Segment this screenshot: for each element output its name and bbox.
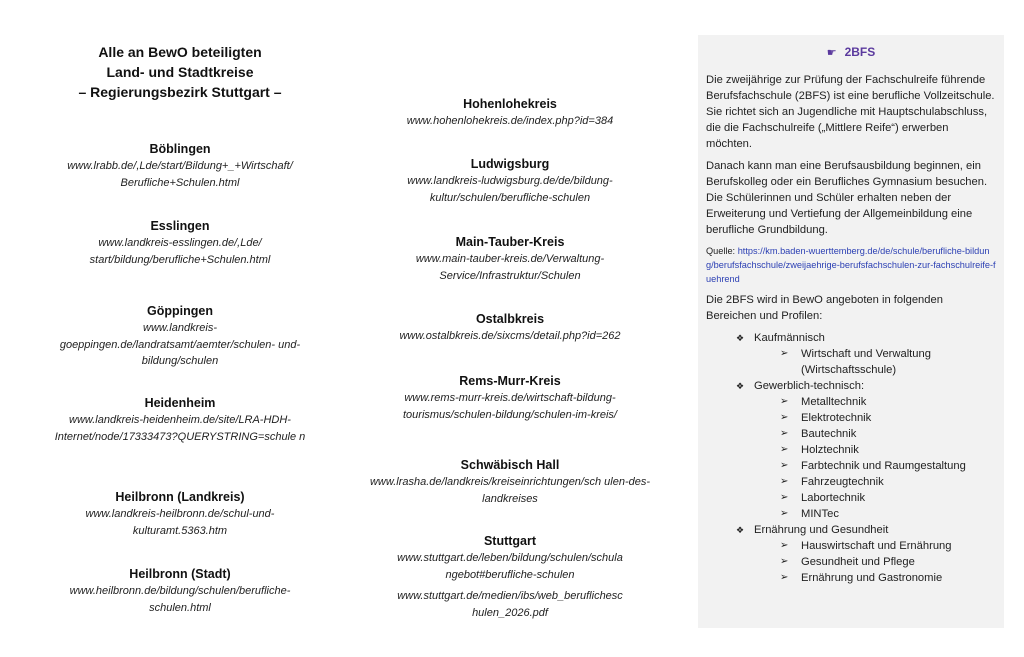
district-entry — [360, 456, 660, 507]
arrow-bullet-icon: ➢ — [780, 348, 789, 359]
district-entry — [360, 95, 660, 130]
profile-item — [754, 458, 996, 474]
profile-item — [754, 394, 996, 410]
district-url[interactable]: www.landkreis-heidenheim.de/site/LRA-HDH- Internet/node/17333473?QUERYSTRING=schule n — [54, 414, 306, 443]
district-name: Ludwigsburg — [470, 157, 550, 171]
district-url[interactable]: www.landkreis-ludwigsburg.de/de/bildung- kultur/schulen/berufliche-schulen — [407, 175, 613, 204]
profile-item — [754, 410, 996, 426]
district-url[interactable]: www.rems-murr-kreis.de/wirtschaft-bildung- tourismus/schulen-bildung/schulen-im-kreis/ — [403, 392, 617, 421]
district-url[interactable]: www.ostalbkreis.de/sixcms/detail.php?id=262 — [399, 330, 621, 342]
arrow-bullet-icon: ➢ — [780, 412, 789, 423]
profile-label: Wirtschaft und Verwaltung (Wirtschaftsschule) — [801, 348, 931, 376]
district-url[interactable]: www.heilbronn.de/bildung/schulen/berufliche- schulen.html — [69, 585, 291, 614]
profile-label: Fahrzeugtechnik — [801, 476, 884, 488]
arrow-bullet-icon: ➢ — [780, 572, 789, 583]
title-line: Land- und Stadtkreise — [106, 64, 254, 80]
district-url[interactable]: www.landkreis-esslingen.de/,Lde/ start/bildung/berufliche+Schulen.html — [89, 237, 271, 266]
district-url[interactable]: www.hohenlohekreis.de/index.php?id=384 — [406, 115, 614, 127]
district-name: Göppingen — [147, 304, 213, 318]
district-entry — [30, 302, 330, 370]
district-name: Heilbronn (Landkreis) — [115, 490, 245, 504]
district-url[interactable]: www.main-tauber-kreis.de/Verwaltung- Service/Infrastruktur/Schulen — [415, 253, 605, 282]
arrow-bullet-icon: ➢ — [780, 492, 789, 503]
arrow-bullet-icon: ➢ — [780, 460, 789, 471]
district-name: Ostalbkreis — [475, 312, 545, 326]
district-name: Rems-Murr-Kreis — [459, 374, 561, 388]
profile-item — [754, 474, 996, 490]
district-name: Hohenlohekreis — [463, 97, 557, 111]
middle-column — [360, 0, 660, 657]
pointing-hand-icon: ☛ — [826, 47, 837, 59]
profile-label: MINTec — [801, 508, 839, 520]
district-name: Heidenheim — [144, 396, 216, 410]
description-paragraph: Die zweijährige zur Prüfung der Fachschulreife führende Berufsfachschule (2BFS) ist eine berufliche Vollzeitschule. Sie richtet sich an Jugendliche mit Hauptschulabschluss, die die Fachschulreife („Mittlere Reife“) erwerben möchten. — [706, 74, 995, 150]
district-name: Main-Tauber-Kreis — [455, 235, 565, 249]
arrow-bullet-icon: ➢ — [780, 428, 789, 439]
profile-item — [754, 554, 996, 570]
district-name: Schwäbisch Hall — [460, 458, 560, 472]
district-name: Heilbronn (Stadt) — [129, 567, 231, 581]
area-item — [706, 522, 996, 586]
document-title — [30, 42, 330, 102]
district-entry — [30, 565, 330, 616]
arrow-bullet-icon: ➢ — [780, 396, 789, 407]
offer-intro: Die 2BFS wird in BewO angeboten in folgenden Bereichen und Profilen: — [706, 294, 943, 322]
district-entry — [30, 217, 330, 268]
district-entry — [30, 394, 330, 445]
source-label: Quelle: — [706, 246, 736, 256]
district-url[interactable]: www.landkreis- goeppingen.de/landratsamt/aemter/schulen- und-bildung/schulen — [59, 322, 301, 367]
description-paragraph: Danach kann man eine Berufsausbildung beginnen, ein Berufskolleg oder ein Berufliches Gymnasium besuchen. Die Schülerinnen und Schüler erhalten neben der Erweiterung und Vertiefung der Allgemeinbildung eine berufliche Grundbildung. — [706, 160, 988, 236]
profile-item — [754, 442, 996, 458]
district-url[interactable]: www.landkreis-heilbronn.de/schul-und- kulturamt.5363.htm — [85, 508, 275, 537]
district-entry — [30, 140, 330, 191]
area-list — [706, 330, 996, 586]
profile-item — [754, 570, 996, 586]
profile-label: Labortechnik — [801, 492, 866, 504]
profile-list — [754, 346, 996, 378]
profile-list — [754, 538, 996, 586]
info-panel-2bfs — [698, 35, 1004, 628]
profile-label: Elektrotechnik — [801, 412, 872, 424]
left-column — [30, 42, 330, 642]
district-url[interactable]: www.stuttgart.de/leben/bildung/schulen/schula ngebot#berufliche-schulen — [397, 552, 623, 581]
profile-label: Bautechnik — [801, 428, 857, 440]
source-link[interactable]: https://km.baden-wuerttemberg.de/de/schule/berufliche-bildung/berufsfachschule/zweijaehrige-berufsfachschulen-zur-fachschulreife-fuehrend — [706, 246, 996, 284]
district-name: Esslingen — [150, 219, 210, 233]
diamond-bullet-icon: ❖ — [736, 525, 745, 535]
arrow-bullet-icon: ➢ — [780, 444, 789, 455]
district-name: Böblingen — [149, 142, 211, 156]
district-url[interactable]: www.lrabb.de/,Lde/start/Bildung+_+Wirtschaft/ Berufliche+Schulen.html — [67, 160, 293, 189]
profile-item — [754, 346, 996, 378]
title-line: – Regierungsbezirk Stuttgart – — [78, 84, 282, 100]
profile-label: Holztechnik — [801, 444, 859, 456]
profile-label: Farbtechnik und Raumgestaltung — [801, 460, 966, 472]
title-line: Alle an BewO beteiligten — [98, 44, 262, 60]
district-url[interactable]: www.lrasha.de/landkreis/kreiseinrichtungen/sch ulen-des-landkreises — [369, 476, 651, 505]
district-name: Stuttgart — [483, 534, 537, 548]
district-url[interactable]: www.stuttgart.de/medien/ibs/web_beruflichesc hulen_2026.pdf — [397, 590, 623, 619]
diamond-bullet-icon: ❖ — [736, 333, 745, 343]
area-item — [706, 378, 996, 522]
profile-label: Ernährung und Gastronomie — [801, 572, 943, 584]
arrow-bullet-icon: ➢ — [780, 556, 789, 567]
district-entry — [360, 155, 660, 206]
arrow-bullet-icon: ➢ — [780, 476, 789, 487]
district-entry — [360, 310, 660, 345]
district-entry — [30, 488, 330, 539]
diamond-bullet-icon: ❖ — [736, 381, 745, 391]
profile-label: Hauswirtschaft und Ernährung — [801, 540, 952, 552]
profile-item — [754, 426, 996, 442]
arrow-bullet-icon: ➢ — [780, 540, 789, 551]
area-item — [706, 330, 996, 378]
profile-item — [754, 538, 996, 554]
profile-label: Gesundheit und Pflege — [801, 556, 915, 568]
profile-list — [754, 394, 996, 522]
district-entry — [360, 233, 660, 284]
area-label: Kaufmännisch — [754, 332, 825, 344]
district-entry — [360, 372, 660, 423]
area-label: Gewerblich-technisch: — [754, 380, 865, 392]
profile-item — [754, 490, 996, 506]
profile-label: Metalltechnik — [801, 396, 867, 408]
arrow-bullet-icon: ➢ — [780, 508, 789, 519]
profile-item — [754, 506, 996, 522]
panel-heading — [706, 43, 996, 62]
panel-title: 2BFS — [844, 45, 876, 59]
source-note — [706, 244, 996, 286]
district-entry — [360, 532, 660, 621]
area-label: Ernährung und Gesundheit — [754, 524, 889, 536]
